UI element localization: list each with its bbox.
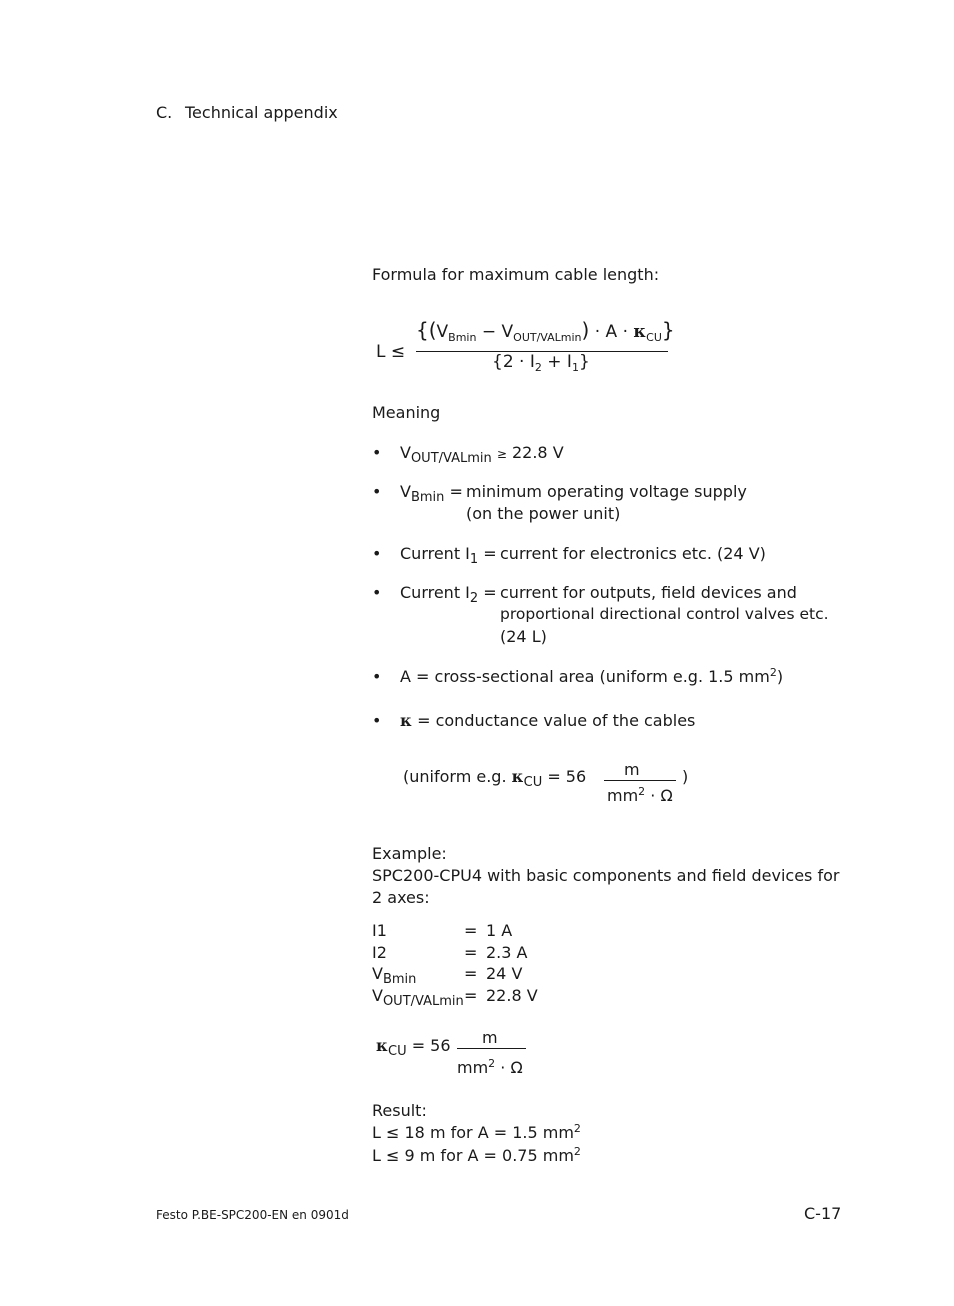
result-line-1 <box>372 1123 581 1142</box>
meaning-item-4-text-1: current for outputs, field devices and <box>500 583 797 602</box>
example-heading: Example: <box>372 844 447 863</box>
example-den-sup: 2 <box>488 1057 496 1070</box>
example-den-rest: · Ω <box>500 1058 523 1077</box>
b3-eq: = <box>483 544 497 563</box>
uniform-den-rest: · Ω <box>650 786 673 805</box>
bullet-6: • <box>372 711 382 730</box>
num-minus: − <box>481 322 497 342</box>
example-row-1-eq: = <box>464 921 478 940</box>
uniform-close: ) <box>682 767 689 786</box>
example-row-1-value: 1 A <box>486 921 513 940</box>
b2-v: V <box>400 482 411 501</box>
example-row-2-value: 2.3 A <box>486 943 528 962</box>
formula-lhs <box>376 342 405 362</box>
example-kappa-eq: = 56 <box>411 1036 451 1055</box>
result-heading: Result: <box>372 1101 427 1120</box>
num-v: V <box>436 322 449 342</box>
b5-text: A = cross-sectional area (uniform e.g. 1.5 mm <box>400 667 770 686</box>
result-line-2 <box>372 1146 581 1165</box>
uniform-cu: CU <box>523 775 543 790</box>
den-sub1: 1 <box>571 361 579 374</box>
bullet-2: • <box>372 482 382 501</box>
page-number: C-17 <box>804 1204 842 1223</box>
num-bmin: Bmin <box>448 331 477 344</box>
example-fraction-line <box>457 1048 526 1049</box>
meaning-item-6 <box>400 711 695 730</box>
meaning-heading: Meaning <box>372 403 441 422</box>
bullet-4: • <box>372 583 382 602</box>
b3-label: Current I <box>400 544 470 563</box>
num-dot-a: · A · <box>594 322 628 342</box>
example-row-2-label: I2 <box>372 943 387 962</box>
meaning-item-3-label <box>400 544 497 567</box>
row-3-v: V <box>372 964 383 983</box>
example-line-1: SPC200-CPU4 with basic components and field devices for <box>372 866 840 885</box>
b1-val: 22.8 V <box>511 443 564 462</box>
b2-sub: Bmin <box>410 490 445 505</box>
uniform-den-sup: 2 <box>638 785 646 798</box>
uniform-eq: = 56 <box>547 767 587 786</box>
meaning-item-5 <box>400 667 783 686</box>
b1-v: V <box>400 443 411 462</box>
example-line-2: 2 axes: <box>372 888 430 907</box>
b5-close: ) <box>776 667 784 686</box>
section-letter: C. <box>156 103 173 122</box>
meaning-item-4-text-3: (24 L) <box>500 627 547 646</box>
example-row-2-eq: = <box>464 943 478 962</box>
row-4-sub: OUT/VALmin <box>382 994 464 1009</box>
meaning-item-2-label <box>400 482 463 505</box>
footer-doc-id: Festo P.BE-SPC200-EN en 0901d <box>156 1208 349 1222</box>
example-row-3-eq: = <box>464 964 478 983</box>
meaning-item-4-text-2: proportional directional control valves etc. <box>500 605 829 623</box>
num-open: {( <box>416 318 437 342</box>
b6-text: = conductance value of the cables <box>417 711 696 730</box>
b3-sub: 1 <box>469 552 479 567</box>
formula-le: ≤ <box>390 342 406 362</box>
example-row-3-value: 24 V <box>486 964 523 983</box>
b2-eq: = <box>449 482 463 501</box>
b4-eq: = <box>483 583 497 602</box>
b6-kappa: κ <box>400 711 412 730</box>
uniform-den: mm <box>607 786 639 805</box>
num-cu: CU <box>646 331 662 344</box>
meaning-item-3-text: current for electronics etc. (24 V) <box>500 544 766 563</box>
den-start: {2 · I <box>492 352 535 372</box>
example-row-1-label: I1 <box>372 921 387 940</box>
den-sub2: 2 <box>534 361 542 374</box>
example-row-3-label <box>372 964 417 987</box>
den-close: } <box>578 352 590 372</box>
meaning-item-1 <box>400 443 564 466</box>
b1-ge: ≥ <box>496 447 507 461</box>
result-line-2-text: L ≤ 9 m for A = 0.75 mm <box>372 1146 574 1165</box>
bullet-1: • <box>372 443 382 462</box>
den-plus: + I <box>547 352 572 372</box>
example-numerator: m <box>482 1028 498 1047</box>
formula-l: L <box>376 342 386 362</box>
b1-sub: OUT/VALmin <box>410 451 492 466</box>
uniform-kappa: κ <box>511 767 524 786</box>
example-kappa-sub: CU <box>388 1044 407 1059</box>
example-denominator <box>457 1058 523 1077</box>
meaning-item-4-label <box>400 583 497 606</box>
uniform-numerator: m <box>624 760 640 779</box>
result-line-1-sup: 2 <box>573 1122 581 1135</box>
uniform-example <box>403 767 587 790</box>
example-kappa-symbol: κ <box>376 1036 388 1055</box>
example-den: mm <box>457 1058 489 1077</box>
example-row-4-value: 22.8 V <box>486 986 538 1005</box>
formula-heading: Formula for maximum cable length: <box>372 265 660 284</box>
b5-sup: 2 <box>769 666 777 679</box>
b4-label: Current I <box>400 583 470 602</box>
result-line-1-text: L ≤ 18 m for A = 1.5 mm <box>372 1123 574 1142</box>
num-close: } <box>661 318 675 342</box>
bullet-3: • <box>372 544 382 563</box>
uniform-fraction-line <box>604 780 676 781</box>
num-v2: V <box>501 322 514 342</box>
meaning-item-2-text-2: (on the power unit) <box>466 504 621 523</box>
formula-numerator <box>416 318 675 342</box>
example-kappa <box>376 1036 451 1059</box>
row-3-sub: Bmin <box>382 972 417 987</box>
example-row-4-label <box>372 986 464 1009</box>
formula-denominator <box>492 352 590 372</box>
num-close-paren: ) <box>581 318 590 342</box>
bullet-5: • <box>372 667 382 686</box>
uniform-denominator <box>607 786 673 805</box>
b4-sub: 2 <box>469 591 479 606</box>
uniform-pre: (uniform e.g. <box>403 767 507 786</box>
result-line-2-sup: 2 <box>573 1145 581 1158</box>
example-row-4-eq: = <box>464 986 478 1005</box>
num-outval: OUT/VALmin <box>513 331 582 344</box>
num-kappa: κ <box>633 322 647 342</box>
meaning-item-2-text-1: minimum operating voltage supply <box>466 482 747 501</box>
section-title: Technical appendix <box>185 103 338 122</box>
row-4-v: V <box>372 986 383 1005</box>
